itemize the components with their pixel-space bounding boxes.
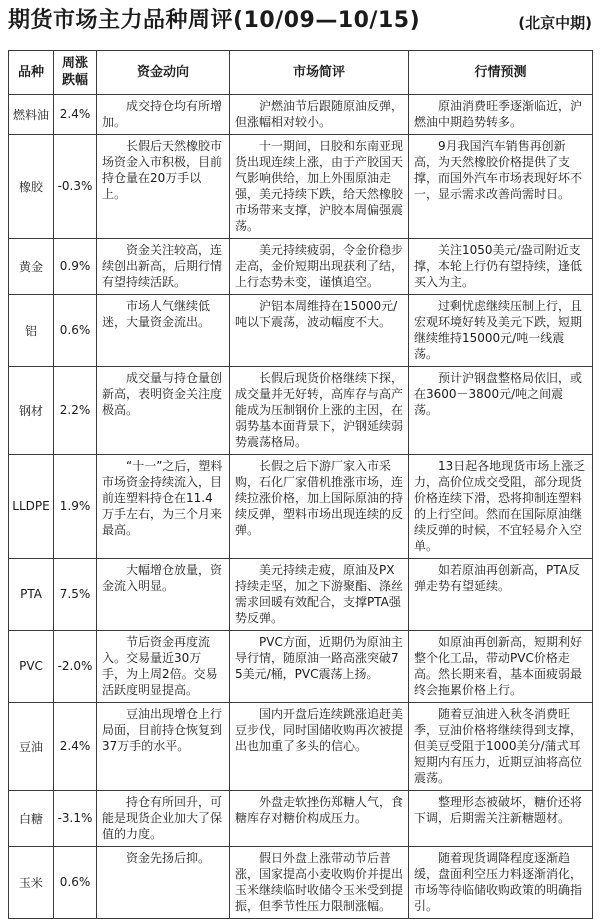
table-header [9,51,593,95]
market-review-text: 美元持续走疲，原油及PX持续走坚，加之下游聚酯、涤丝需求回暖有效配合，支撑PTA强势反弹。 [230,558,409,630]
funds-flow-text: 成交量与持仓量创新高，表明资金关注度极高。 [97,366,230,454]
forecast-text: 9月我国汽车销售再创新高，为天然橡胶价格提供了支撑，而国外汽车市场表现好坏不一，显示需求改善尚需时日。 [409,134,593,238]
variety-label: 黄金 [9,238,54,294]
funds-flow-text: 资金关注较高，连续创出新高，后期行情有望持续活跃。 [97,238,230,294]
variety-label: 燃料油 [9,94,54,134]
weekly-change-value: -2.0% [54,630,97,702]
table-row [9,558,593,630]
table-row [9,94,593,134]
weekly-change-value: 7.5% [54,558,97,630]
col-header-funds-flow: 资金动向 [97,51,230,95]
table-row [9,366,593,454]
market-review-text: 美元持续疲弱，令金价稳步走高，金价短期出现获利了结，上行态势未变，谨慎追空。 [230,238,409,294]
header-row [9,51,593,95]
weekly-change-value: 2.4% [54,702,97,790]
forecast-text: 随着豆油进入秋冬消费旺季，豆油价格将继续得到支撑，但美豆受阻于1000美分/蒲式耳短期内有压力，近期豆油将高位震荡。 [409,702,593,790]
table-row [9,790,593,846]
market-review-text: 长假后现货价格继续下探，成交量并无好转，高库存与高产能成为压制钢价上涨的主因，在弱势基本面背景下，沪钢延续弱势震荡格局。 [230,366,409,454]
table-row [9,238,593,294]
col-header-market-review: 市场简评 [230,51,409,95]
funds-flow-text: 成交持仓均有所增加。 [97,94,230,134]
funds-flow-text: 大幅增仓放量，资金流入明显。 [97,558,230,630]
variety-label: 豆油 [9,702,54,790]
weekly-change-value: -3.1% [54,790,97,846]
funds-flow-text: 持仓有所回升，可能是现货企业加大了保值的力度。 [97,790,230,846]
col-header-forecast: 行情预测 [409,51,593,95]
funds-flow-text: 长假后天然橡胶市场资金入市积极，目前持仓量在20万手以上。 [97,134,230,238]
market-review-text: 十一期间，日胶和东南亚现货出现连续上涨，由于产胶国天气影响供给，加上外围原油走强，美元持续下跌，给天然橡胶市场带来支撑，沪胶本周偏强震荡。 [230,134,409,238]
forecast-text: 13日起各地现货市场上涨乏力，高价位成交受阻，部分现货价格连续下滑，恐将抑制连塑料的上行空间。然而在国际原油继续反弹的时候，不宜轻易介入空单。 [409,454,593,558]
forecast-text: 如原油再创新高，短期利好整个化工品，带动PVC价格走高。然长期来看，基本面疲弱最终会拖累价格上行。 [409,630,593,702]
forecast-text: 预计沪钢盘整格局依旧，或在3600－3800元/吨之间震荡。 [409,366,593,454]
table-row [9,454,593,558]
table-row [9,294,593,366]
weekly-change-value: 1.9% [54,454,97,558]
forecast-text: 关注1050美元/盎司附近支撑，本轮上行仍有望持续，逢低买入为主。 [409,238,593,294]
market-review-text: 长假之后下游厂家入市采购，石化厂家借机推涨市场，连续拉涨价格，加上国际原油的持续反弹，塑料市场出现连续的反弹。 [230,454,409,558]
funds-flow-text: 节后资金再度流入。交易量近30万手，为上周2倍。交易活跃度明显提高。 [97,630,230,702]
masthead [8,6,592,50]
weekly-change-value: 2.2% [54,366,97,454]
col-header-variety: 品种 [9,51,54,95]
funds-flow-text: 豆油出现增仓上行局面，目前持仓恢复到37万手的水平。 [97,702,230,790]
market-review-text: PVC方面，近期仍为原油主导行情，随原油一路高涨突破75美元/桶，PVC震荡上扬。 [230,630,409,702]
forecast-text: 整理形态被破坏，糖价还将下调，后期需关注新糖题材。 [409,790,593,846]
table-row [9,630,593,702]
variety-label: 白糖 [9,790,54,846]
market-review-text: 沪铝本周维持在15000元/吨以下震荡，波动幅度不大。 [230,294,409,366]
funds-flow-text: “十一”之后，塑料市场资金持续流入，目前连塑料持仓在11.4万手左右，为三个月来最高。 [97,454,230,558]
weekly-change-value: 2.4% [54,94,97,134]
table-row [9,846,593,918]
variety-label: 钢材 [9,366,54,454]
funds-flow-text: 市场人气继续低迷，大量资金流出。 [97,294,230,366]
funds-flow-text: 资金先扬后抑。 [97,846,230,918]
forecast-text: 原油消费旺季逐渐临近，沪燃油中期趋势转多。 [409,94,593,134]
variety-label: 橡胶 [9,134,54,238]
market-review-text: 外盘走软挫伤郑糖人气，食糖库存对糖价构成压力。 [230,790,409,846]
weekly-change-value: 0.6% [54,846,97,918]
forecast-text: 过剩忧虑继续压制上行，且宏观环境好转及美元下跌，短期继续维持15000元/吨一线震荡。 [409,294,593,366]
col-header-weekly-change: 周涨跌幅 [54,51,97,95]
weekly-change-value: 0.9% [54,238,97,294]
market-review-text: 国内开盘后连续跳涨追赶美豆步伐，同时国储收购再次被提出也加重了多头的信心。 [230,702,409,790]
variety-label: 铝 [9,294,54,366]
forecast-text: 如若原油再创新高，PTA反弹走势有望延续。 [409,558,593,630]
variety-label: PVC [9,630,54,702]
table-row [9,134,593,238]
table-body [9,94,593,918]
variety-label: PTA [9,558,54,630]
weekly-change-value: 0.6% [54,294,97,366]
market-review-text: 沪燃油节后跟随原油反弹，但涨幅相对较小。 [230,94,409,134]
variety-label: LLDPE [9,454,54,558]
weekly-review-table [8,50,593,919]
weekly-change-value: -0.3% [54,134,97,238]
page-title: 期货市场主力品种周评(10/09—10/15) [8,8,421,33]
table-row [9,702,593,790]
source-label: (北京中期) [518,14,592,32]
forecast-text: 随着现货调降程度逐渐趋缓，盘面利空压力料逐渐消化，市场等待临储收购政策的明确指引。 [409,846,593,918]
variety-label: 玉米 [9,846,54,918]
market-review-text: 假日外盘上涨带动节后普涨，国家提高小麦收购价并提出玉米继续临时收储令玉米受到提振，但季节性压力限制涨幅。 [230,846,409,918]
